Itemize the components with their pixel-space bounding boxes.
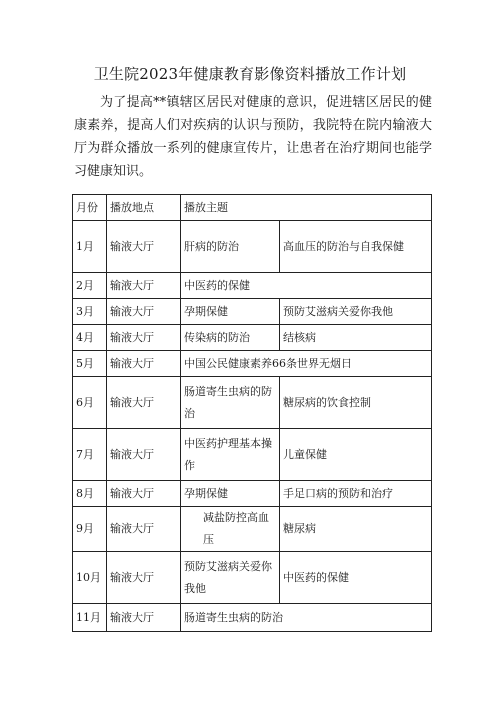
place-cell: 输液大厅 [107,351,181,377]
month-cell: 9月 [73,507,107,552]
month-cell: 2月 [73,273,107,299]
topic2-cell: 糖尿病 [280,507,432,552]
header-topic: 播放主题 [181,195,432,221]
place-cell: 输液大厅 [107,507,181,552]
place-cell: 输液大厅 [107,273,181,299]
topic1-cell: 孕期保健 [181,299,280,325]
month-cell: 1月 [73,221,107,273]
topic1-cell: 中医药护理基本操作 [181,429,280,481]
schedule-table [72,194,432,632]
topic2-cell: 儿童保健 [280,429,432,481]
month-cell: 8月 [73,481,107,507]
place-cell: 输液大厅 [107,299,181,325]
month-cell: 3月 [73,299,107,325]
table-row [73,273,432,299]
topic1-cell: 预防艾滋病关爱你我他 [181,552,280,604]
place-cell: 输液大厅 [107,325,181,351]
table-header-row [73,195,432,221]
table-row [73,221,432,273]
place-cell: 输液大厅 [107,221,181,273]
month-cell: 5月 [73,351,107,377]
month-cell: 11月 [73,604,107,632]
table-row [73,325,432,351]
table-row [73,481,432,507]
topic2-cell: 中医药的保健 [280,552,432,604]
table-row [73,351,432,377]
table-row [73,604,432,632]
month-cell: 10月 [73,552,107,604]
place-cell: 输液大厅 [107,377,181,429]
topic1-cell: 肝病的防治 [181,221,280,273]
topic2-cell: 糖尿病的饮食控制 [280,377,432,429]
month-cell: 7月 [73,429,107,481]
table-row [73,429,432,481]
place-cell: 输液大厅 [107,552,181,604]
topic2-cell: 手足口病的预防和治疗 [280,481,432,507]
month-cell: 6月 [73,377,107,429]
table-row [73,507,432,552]
topic2-cell: 预防艾滋病关爱你我他 [280,299,432,325]
table-row [73,299,432,325]
topic1-cell: 中医药的保健 [181,273,432,299]
topic2-cell: 高血压的防治与自我保健 [280,221,432,273]
header-place: 播放地点 [107,195,181,221]
topic1-cell: 中国公民健康素养66条世界无烟日 [181,351,432,377]
topic1-cell: 孕期保健 [181,481,280,507]
document-title: 卫生院2023年健康教育影像资料播放工作计划 [93,65,407,83]
place-cell: 输液大厅 [107,481,181,507]
topic1-cell: 肠道寄生虫病的防治 [181,377,280,429]
topic1-cell: 传染病的防治 [181,325,280,351]
topic1-cell: 减盐防控高血压 [181,507,280,552]
month-cell: 4月 [73,325,107,351]
table-row [73,552,432,604]
table-row [73,377,432,429]
header-month: 月份 [73,195,107,221]
intro-paragraph: 为了提高**镇辖区居民对健康的意识，促进辖区居民的健康素养，提高人们对疾病的认识与预防，我院特在院内输液大厅为群众播放一系列的健康宣传片，让患者在治疗期间也能学习健康知识。 [74,95,432,179]
place-cell: 输液大厅 [107,604,181,632]
topic2-cell: 结核病 [280,325,432,351]
place-cell: 输液大厅 [107,429,181,481]
topic1-cell: 肠道寄生虫病的防治 [181,604,432,632]
